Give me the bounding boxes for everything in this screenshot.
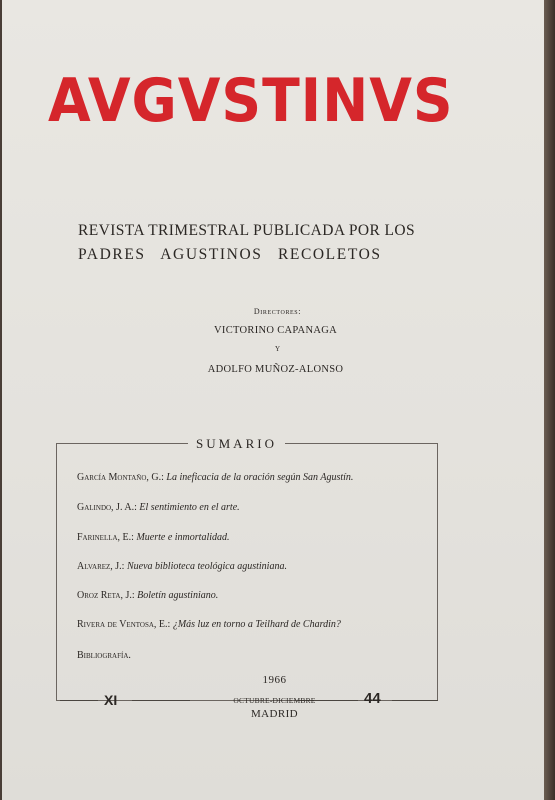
summary-item-work: Muerte e inmortalidad.	[136, 532, 230, 543]
summary-item-author: García Montaño, G.:	[77, 472, 164, 483]
issue-number: 44	[364, 690, 381, 707]
directors-conjunction: Y	[274, 345, 281, 353]
summary-item	[77, 472, 353, 483]
director-name-2: ADOLFO MUÑOZ-ALONSO	[207, 364, 344, 375]
summary-item	[77, 590, 218, 601]
summary-item-work: ¿Más luz en torno a Teilhard de Chardin?	[172, 619, 341, 630]
summary-heading: SUMARIO	[188, 436, 285, 452]
summary-item-author: Alvarez, J.:	[77, 561, 125, 572]
journal-title: AVGVSTINVS	[48, 66, 454, 136]
summary-item-author: Galindo, J. A.:	[77, 502, 137, 513]
publication-months: OCTUBRE-DICIEMBRE	[233, 696, 316, 705]
summary-item-author: Bibliografía.	[77, 650, 131, 661]
summary-item-work: Nueva biblioteca teológica agustiniana.	[126, 561, 287, 572]
summary-item	[77, 502, 240, 513]
summary-item	[77, 561, 287, 572]
summary-item	[77, 650, 131, 661]
summary-item-author: Oroz Reta, J.:	[77, 590, 135, 601]
summary-item	[77, 532, 230, 543]
director-name-1: VICTORINO CAPANAGA	[214, 325, 337, 336]
summary-item	[77, 619, 341, 630]
summary-item-author: Farinella, E.:	[77, 532, 134, 543]
publication-year: 1966	[262, 674, 287, 686]
subtitle-line-2: PADRES AGUSTINOS RECOLETOS	[78, 246, 382, 263]
publication-city: MADRID	[250, 708, 298, 720]
subtitle-line-1: REVISTA TRIMESTRAL PUBLICADA POR LOS	[78, 222, 415, 239]
summary-item-work: La ineficacia de la oración según San Agustín.	[166, 472, 354, 483]
volume-number: XI	[104, 692, 118, 708]
summary-item-author: Rivera de Ventosa, E.:	[77, 619, 171, 630]
summary-item-work: El sentimiento en el arte.	[139, 502, 240, 513]
summary-item-work: Boletín agustiniano.	[137, 590, 219, 601]
directors-label: Directores:	[253, 307, 302, 316]
